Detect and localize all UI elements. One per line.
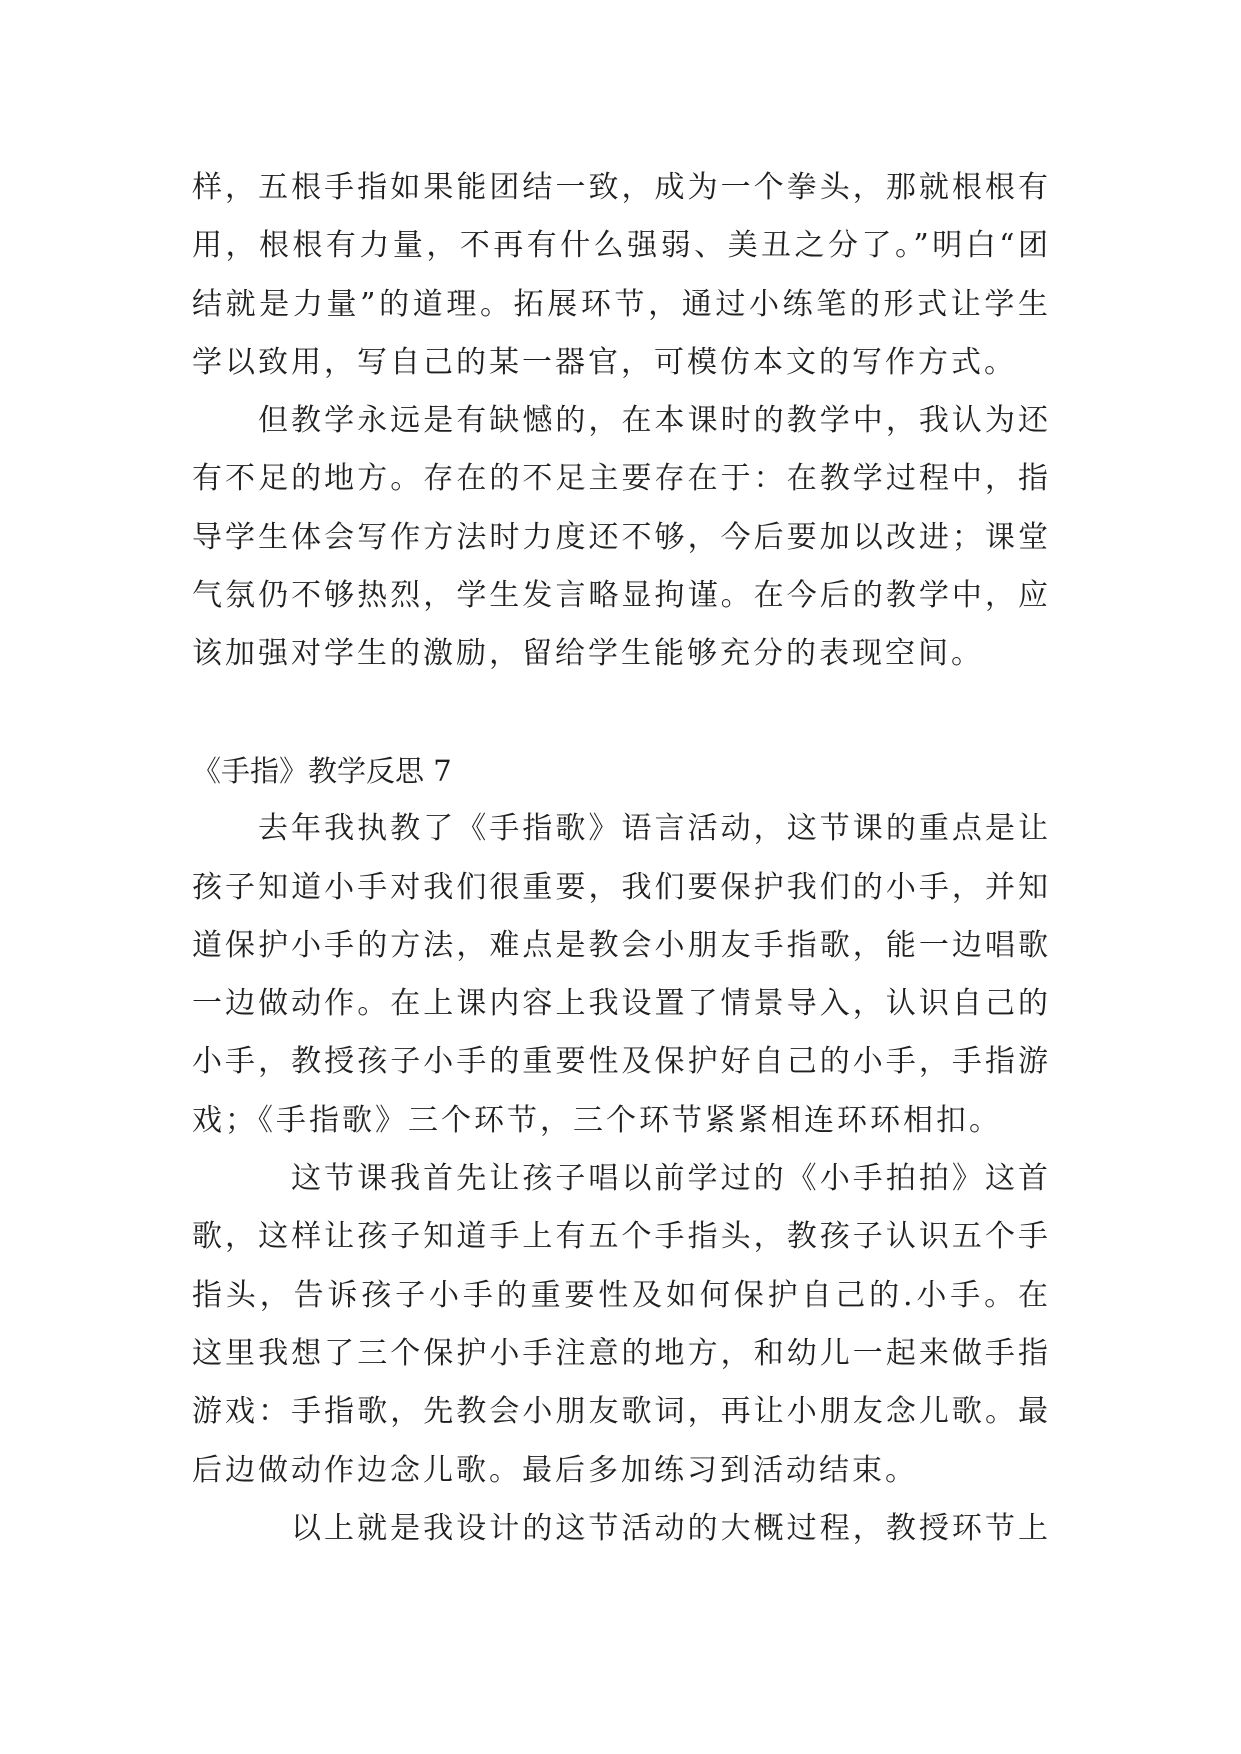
text-line: 一边做动作。在上课内容上我设置了情景导入，认识自己的 xyxy=(192,986,1051,1022)
paragraph xyxy=(192,800,1051,1150)
text-line: 道保护小手的方法，难点是教会小朋友手指歌，能一边唱歌 xyxy=(192,927,1051,963)
text-line: 以上就是我设计的这节活动的大概过程，教授环节上 xyxy=(291,1510,1051,1546)
text-line: 小手，教授孩子小手的重要性及保护好自己的小手，手指游 xyxy=(192,1044,1051,1080)
document-body xyxy=(192,159,1051,1558)
paragraph xyxy=(192,1150,1051,1500)
text-line: 指头，告诉孩子小手的重要性及如何保护自己的.小手。在 xyxy=(192,1277,1051,1313)
paragraph xyxy=(192,159,1051,392)
text-line: 但教学永远是有缺憾的，在本课时的教学中，我认为还 xyxy=(258,403,1051,439)
text-line: 样，五根手指如果能团结一致，成为一个拳头，那就根根有 xyxy=(192,170,1051,205)
section-title: 《手指》教学反思 7 xyxy=(192,753,452,788)
text-line: 该加强对学生的激励，留给学生能够充分的表现空间。 xyxy=(192,636,984,672)
text-line: 孩子知道小手对我们很重要，我们要保护我们的小手，并知 xyxy=(192,869,1051,905)
text-line: 导学生体会写作方法时力度还不够，今后要加以改进；课堂 xyxy=(192,519,1051,555)
text-line: 戏；《手指歌》三个环节，三个环节紧紧相连环环相扣。 xyxy=(192,1102,1002,1138)
text-line: 后边做动作边念儿歌。最后多加练习到活动结束。 xyxy=(192,1452,918,1488)
text-line: 这节课我首先让孩子唱以前学过的《小手拍拍》这首 xyxy=(291,1161,1051,1197)
text-line: 歌，这样让孩子知道手上有五个手指头，教孩子认识五个手 xyxy=(192,1219,1051,1255)
paragraph xyxy=(192,1500,1051,1558)
text-line: 用，根根有力量，不再有什么强弱、美丑之分了。”明白“团 xyxy=(192,228,1051,264)
text-line: 去年我执教了《手指歌》语言活动，这节课的重点是让 xyxy=(258,811,1051,847)
text-line: 结就是力量”的道理。拓展环节，通过小练笔的形式让学生 xyxy=(192,286,1051,322)
text-line: 学以致用，写自己的某一器官，可模仿本文的写作方式。 xyxy=(192,344,1017,380)
text-line: 有不足的地方。存在的不足主要存在于：在教学过程中，指 xyxy=(192,461,1051,497)
text-line: 游戏：手指歌，先教会小朋友歌词，再让小朋友念儿歌。最 xyxy=(192,1394,1051,1430)
text-line: 气氛仍不够热烈，学生发言略显拘谨。在今后的教学中，应 xyxy=(192,578,1051,614)
paragraph xyxy=(192,392,1051,683)
text-line: 这里我想了三个保护小手注意的地方，和幼儿一起来做手指 xyxy=(192,1335,1051,1371)
